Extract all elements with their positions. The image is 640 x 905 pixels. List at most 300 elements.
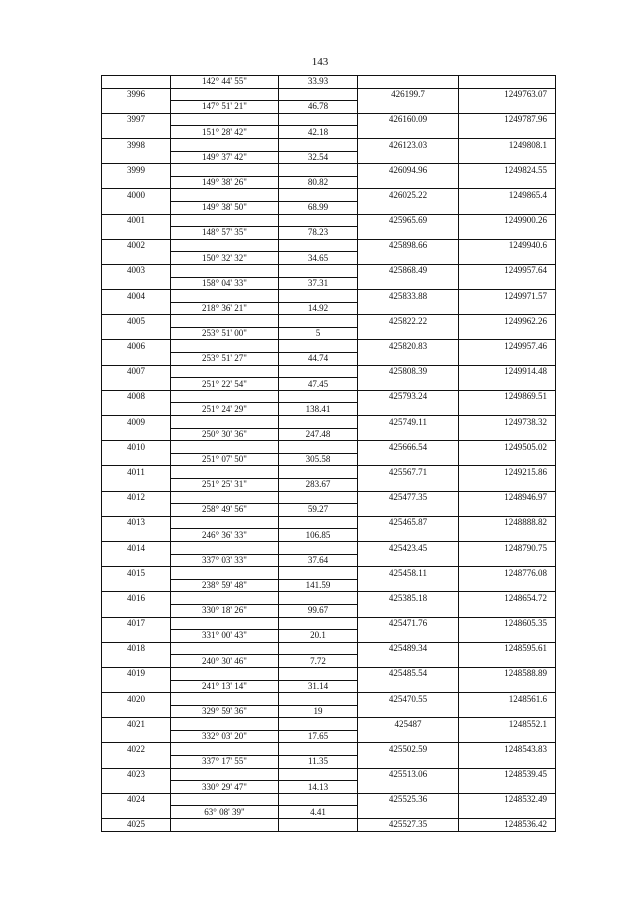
table-row: [102, 201, 556, 214]
point-id-cell: [102, 705, 171, 718]
northing-cell: 1248654.72: [459, 592, 556, 605]
point-id-cell: [102, 101, 171, 114]
point-id-cell: 3998: [102, 138, 171, 151]
point-id-cell: [102, 277, 171, 290]
northing-cell: [459, 630, 556, 643]
point-id-cell: [102, 504, 171, 517]
bearing-cell: [171, 315, 279, 328]
point-id-cell: 4006: [102, 340, 171, 353]
distance-cell: 305.58: [279, 453, 358, 466]
distance-cell: [279, 642, 358, 655]
table-row: [102, 617, 556, 630]
distance-cell: [279, 264, 358, 277]
table-row: [102, 491, 556, 504]
point-id-cell: 4010: [102, 441, 171, 454]
bearing-cell: [171, 793, 279, 806]
point-id-cell: 4001: [102, 214, 171, 227]
table-row: [102, 667, 556, 680]
table-row: [102, 252, 556, 265]
northing-cell: [459, 252, 556, 265]
table-row: [102, 88, 556, 101]
point-id-cell: 4019: [102, 667, 171, 680]
point-id-cell: [102, 806, 171, 819]
table-row: [102, 743, 556, 756]
bearing-cell: [171, 693, 279, 706]
northing-cell: 1248588.89: [459, 667, 556, 680]
distance-cell: 68.99: [279, 201, 358, 214]
table-row: [102, 604, 556, 617]
bearing-cell: 337° 17' 55": [171, 756, 279, 769]
table-row: [102, 730, 556, 743]
bearing-cell: [171, 416, 279, 429]
point-id-cell: 3997: [102, 113, 171, 126]
point-id-cell: [102, 378, 171, 391]
point-id-cell: [102, 479, 171, 492]
point-id-cell: [102, 756, 171, 769]
distance-cell: [279, 88, 358, 101]
point-id-cell: 4013: [102, 516, 171, 529]
table-row: [102, 504, 556, 517]
easting-cell: [358, 176, 459, 189]
easting-cell: [358, 655, 459, 668]
bearing-cell: 330° 29' 47": [171, 781, 279, 794]
bearing-cell: 241° 13' 14": [171, 680, 279, 693]
table-row: [102, 592, 556, 605]
easting-cell: 425822.22: [358, 315, 459, 328]
table-row: [102, 239, 556, 252]
distance-cell: 14.92: [279, 302, 358, 315]
northing-cell: 1248552.1: [459, 718, 556, 731]
easting-cell: [358, 327, 459, 340]
distance-cell: 106.85: [279, 529, 358, 542]
easting-cell: 425385.18: [358, 592, 459, 605]
easting-cell: 425525.36: [358, 793, 459, 806]
point-id-cell: [102, 604, 171, 617]
easting-cell: 425470.55: [358, 693, 459, 706]
distance-cell: [279, 819, 358, 832]
table-row: [102, 353, 556, 366]
table-row: [102, 516, 556, 529]
easting-cell: [358, 101, 459, 114]
point-id-cell: [102, 428, 171, 441]
point-id-cell: [102, 76, 171, 89]
northing-cell: 1248561.6: [459, 693, 556, 706]
table-row: [102, 277, 556, 290]
point-id-cell: 4003: [102, 264, 171, 277]
distance-cell: 283.67: [279, 479, 358, 492]
point-id-cell: [102, 327, 171, 340]
northing-cell: 1249869.51: [459, 390, 556, 403]
table-row: [102, 214, 556, 227]
northing-cell: 1248543.83: [459, 743, 556, 756]
northing-cell: 1249763.07: [459, 88, 556, 101]
easting-cell: 425833.88: [358, 290, 459, 303]
table-row: [102, 806, 556, 819]
distance-cell: [279, 768, 358, 781]
point-id-cell: [102, 680, 171, 693]
northing-cell: [459, 479, 556, 492]
bearing-cell: [171, 516, 279, 529]
distance-cell: 78.23: [279, 227, 358, 240]
table-row: [102, 756, 556, 769]
distance-cell: 80.82: [279, 176, 358, 189]
point-id-cell: 4020: [102, 693, 171, 706]
easting-cell: 425820.83: [358, 340, 459, 353]
table-row: [102, 403, 556, 416]
easting-cell: 426160.09: [358, 113, 459, 126]
bearing-cell: 240° 30' 46": [171, 655, 279, 668]
northing-cell: 1249865.4: [459, 189, 556, 202]
easting-cell: [358, 680, 459, 693]
distance-cell: [279, 113, 358, 126]
table-row: [102, 642, 556, 655]
bearing-cell: [171, 113, 279, 126]
easting-cell: [358, 781, 459, 794]
easting-cell: [358, 252, 459, 265]
northing-cell: [459, 579, 556, 592]
distance-cell: [279, 667, 358, 680]
northing-cell: [459, 730, 556, 743]
bearing-cell: [171, 365, 279, 378]
survey-coordinates-table: [101, 75, 556, 832]
distance-cell: 11.35: [279, 756, 358, 769]
table-row: [102, 340, 556, 353]
easting-cell: [358, 277, 459, 290]
northing-cell: 1248536.42: [459, 819, 556, 832]
northing-cell: [459, 504, 556, 517]
distance-cell: 141.59: [279, 579, 358, 592]
table-row: [102, 189, 556, 202]
table-row: [102, 378, 556, 391]
bearing-cell: 332° 03' 20": [171, 730, 279, 743]
point-id-cell: [102, 176, 171, 189]
table-row: [102, 819, 556, 832]
distance-cell: [279, 617, 358, 630]
bearing-cell: 150° 32' 32": [171, 252, 279, 265]
table-row: [102, 630, 556, 643]
bearing-cell: [171, 441, 279, 454]
table-row: [102, 781, 556, 794]
easting-cell: 425465.87: [358, 516, 459, 529]
point-id-cell: 4012: [102, 491, 171, 504]
distance-cell: [279, 441, 358, 454]
northing-cell: 1249808.1: [459, 138, 556, 151]
bearing-cell: [171, 718, 279, 731]
bearing-cell: 337° 03' 33": [171, 554, 279, 567]
bearing-cell: 151° 28' 42": [171, 126, 279, 139]
bearing-cell: [171, 667, 279, 680]
easting-cell: [358, 403, 459, 416]
northing-cell: 1249824.55: [459, 164, 556, 177]
point-id-cell: 4004: [102, 290, 171, 303]
northing-cell: [459, 302, 556, 315]
point-id-cell: 3999: [102, 164, 171, 177]
distance-cell: 37.64: [279, 554, 358, 567]
table-row: [102, 290, 556, 303]
distance-cell: [279, 567, 358, 580]
distance-cell: [279, 214, 358, 227]
table-row: [102, 227, 556, 240]
distance-cell: 34.65: [279, 252, 358, 265]
bearing-cell: 147° 51' 21": [171, 101, 279, 114]
easting-cell: [358, 604, 459, 617]
table-row: [102, 705, 556, 718]
easting-cell: [358, 453, 459, 466]
bearing-cell: [171, 138, 279, 151]
table-row: [102, 76, 556, 89]
distance-cell: [279, 390, 358, 403]
point-id-cell: [102, 126, 171, 139]
distance-cell: [279, 466, 358, 479]
point-id-cell: [102, 302, 171, 315]
point-id-cell: 4000: [102, 189, 171, 202]
bearing-cell: 253° 51' 00": [171, 327, 279, 340]
distance-cell: [279, 491, 358, 504]
table-row: [102, 680, 556, 693]
bearing-cell: [171, 164, 279, 177]
bearing-cell: 329° 59' 36": [171, 705, 279, 718]
bearing-cell: [171, 189, 279, 202]
bearing-cell: 149° 38' 26": [171, 176, 279, 189]
easting-cell: [358, 126, 459, 139]
distance-cell: 99.67: [279, 604, 358, 617]
easting-cell: [358, 201, 459, 214]
distance-cell: 138.41: [279, 403, 358, 416]
point-id-cell: 4008: [102, 390, 171, 403]
bearing-cell: [171, 340, 279, 353]
easting-cell: [358, 428, 459, 441]
easting-cell: [358, 378, 459, 391]
table-body: [102, 76, 556, 832]
table-row: [102, 479, 556, 492]
distance-cell: [279, 239, 358, 252]
bearing-cell: [171, 768, 279, 781]
table-row: [102, 428, 556, 441]
distance-cell: [279, 340, 358, 353]
northing-cell: [459, 756, 556, 769]
bearing-cell: [171, 642, 279, 655]
distance-cell: [279, 693, 358, 706]
distance-cell: [279, 290, 358, 303]
bearing-cell: 149° 37' 42": [171, 151, 279, 164]
northing-cell: 1248790.75: [459, 541, 556, 554]
distance-cell: 14.13: [279, 781, 358, 794]
point-id-cell: [102, 403, 171, 416]
easting-cell: 426123.03: [358, 138, 459, 151]
table-row: [102, 579, 556, 592]
distance-cell: [279, 592, 358, 605]
point-id-cell: 3996: [102, 88, 171, 101]
northing-cell: [459, 151, 556, 164]
point-id-cell: [102, 453, 171, 466]
easting-cell: [358, 806, 459, 819]
table-row: [102, 365, 556, 378]
northing-cell: 1249900.26: [459, 214, 556, 227]
easting-cell: 425666.54: [358, 441, 459, 454]
easting-cell: 425487: [358, 718, 459, 731]
northing-cell: 1249962.26: [459, 315, 556, 328]
northing-cell: [459, 428, 556, 441]
point-id-cell: [102, 781, 171, 794]
table-row: [102, 416, 556, 429]
table-row: [102, 138, 556, 151]
point-id-cell: [102, 630, 171, 643]
distance-cell: 46.78: [279, 101, 358, 114]
northing-cell: 1249914.48: [459, 365, 556, 378]
bearing-cell: 148° 57' 35": [171, 227, 279, 240]
distance-cell: 19: [279, 705, 358, 718]
easting-cell: 425458.11: [358, 567, 459, 580]
point-id-cell: [102, 151, 171, 164]
table-row: [102, 151, 556, 164]
bearing-cell: 158° 04' 33": [171, 277, 279, 290]
point-id-cell: 4007: [102, 365, 171, 378]
distance-cell: 17.65: [279, 730, 358, 743]
easting-cell: 425477.35: [358, 491, 459, 504]
northing-cell: [459, 201, 556, 214]
table-row: [102, 793, 556, 806]
distance-cell: [279, 164, 358, 177]
northing-cell: 1249940.6: [459, 239, 556, 252]
northing-cell: 1249957.64: [459, 264, 556, 277]
northing-cell: 1248595.61: [459, 642, 556, 655]
easting-cell: [358, 554, 459, 567]
point-id-cell: [102, 579, 171, 592]
distance-cell: 32.54: [279, 151, 358, 164]
point-id-cell: [102, 227, 171, 240]
point-id-cell: 4015: [102, 567, 171, 580]
bearing-cell: [171, 88, 279, 101]
distance-cell: 47.45: [279, 378, 358, 391]
distance-cell: 7.72: [279, 655, 358, 668]
table-row: [102, 693, 556, 706]
table-row: [102, 176, 556, 189]
easting-cell: 425489.34: [358, 642, 459, 655]
point-id-cell: 4009: [102, 416, 171, 429]
northing-cell: 1248539.45: [459, 768, 556, 781]
easting-cell: [358, 705, 459, 718]
point-id-cell: [102, 353, 171, 366]
point-id-cell: 4024: [102, 793, 171, 806]
point-id-cell: 4023: [102, 768, 171, 781]
table-row: [102, 126, 556, 139]
bearing-cell: [171, 592, 279, 605]
distance-cell: [279, 541, 358, 554]
easting-cell: 425868.49: [358, 264, 459, 277]
point-id-cell: [102, 655, 171, 668]
point-id-cell: 4011: [102, 466, 171, 479]
northing-cell: 1249505.02: [459, 441, 556, 454]
distance-cell: 42.18: [279, 126, 358, 139]
point-id-cell: 4017: [102, 617, 171, 630]
bearing-cell: 142° 44' 55": [171, 76, 279, 89]
northing-cell: [459, 554, 556, 567]
northing-cell: [459, 529, 556, 542]
easting-cell: 426094.96: [358, 164, 459, 177]
distance-cell: 37.31: [279, 277, 358, 290]
distance-cell: [279, 516, 358, 529]
bearing-cell: [171, 264, 279, 277]
northing-cell: [459, 176, 556, 189]
northing-cell: [459, 781, 556, 794]
bearing-cell: 238° 59' 48": [171, 579, 279, 592]
easting-cell: 425502.59: [358, 743, 459, 756]
distance-cell: 31.14: [279, 680, 358, 693]
northing-cell: [459, 101, 556, 114]
table-row: [102, 441, 556, 454]
bearing-cell: 331° 00' 43": [171, 630, 279, 643]
point-id-cell: [102, 554, 171, 567]
bearing-cell: [171, 819, 279, 832]
bearing-cell: [171, 390, 279, 403]
bearing-cell: 63° 08' 39": [171, 806, 279, 819]
table-row: [102, 529, 556, 542]
bearing-cell: [171, 567, 279, 580]
northing-cell: 1248888.82: [459, 516, 556, 529]
point-id-cell: 4014: [102, 541, 171, 554]
point-id-cell: 4002: [102, 239, 171, 252]
northing-cell: [459, 403, 556, 416]
point-id-cell: 4016: [102, 592, 171, 605]
point-id-cell: [102, 201, 171, 214]
bearing-cell: 330° 18' 26": [171, 604, 279, 617]
distance-cell: [279, 189, 358, 202]
bearing-cell: [171, 743, 279, 756]
easting-cell: [358, 302, 459, 315]
table-row: [102, 453, 556, 466]
easting-cell: 425513.06: [358, 768, 459, 781]
northing-cell: [459, 327, 556, 340]
northing-cell: [459, 705, 556, 718]
easting-cell: [358, 479, 459, 492]
bearing-cell: [171, 617, 279, 630]
table-row: [102, 655, 556, 668]
easting-cell: [358, 529, 459, 542]
table-row: [102, 327, 556, 340]
easting-cell: [358, 630, 459, 643]
distance-cell: [279, 743, 358, 756]
northing-cell: [459, 353, 556, 366]
northing-cell: 1248946.97: [459, 491, 556, 504]
easting-cell: 425567.71: [358, 466, 459, 479]
easting-cell: [358, 756, 459, 769]
point-id-cell: [102, 529, 171, 542]
distance-cell: [279, 365, 358, 378]
point-id-cell: [102, 252, 171, 265]
northing-cell: 1249787.96: [459, 113, 556, 126]
northing-cell: [459, 806, 556, 819]
distance-cell: 20.1: [279, 630, 358, 643]
bearing-cell: 246° 36' 33": [171, 529, 279, 542]
easting-cell: [358, 227, 459, 240]
distance-cell: [279, 138, 358, 151]
distance-cell: 59.27: [279, 504, 358, 517]
bearing-cell: [171, 466, 279, 479]
northing-cell: 1249957.46: [459, 340, 556, 353]
bearing-cell: [171, 541, 279, 554]
table-row: [102, 567, 556, 580]
northing-cell: [459, 378, 556, 391]
distance-cell: 33.93: [279, 76, 358, 89]
table-row: [102, 164, 556, 177]
easting-cell: 426199.7: [358, 88, 459, 101]
bearing-cell: [171, 214, 279, 227]
table-row: [102, 718, 556, 731]
easting-cell: 426025.22: [358, 189, 459, 202]
bearing-cell: 251° 25' 31": [171, 479, 279, 492]
distance-cell: [279, 718, 358, 731]
table-row: [102, 390, 556, 403]
